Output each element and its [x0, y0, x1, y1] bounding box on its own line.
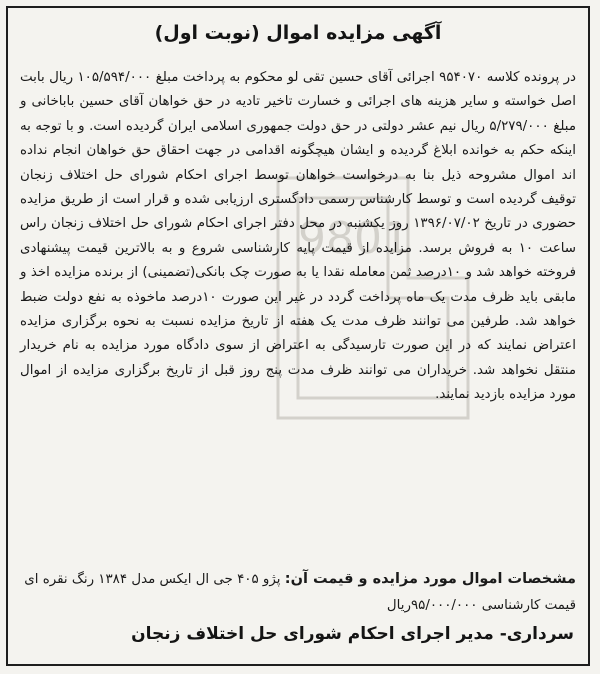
- notice-signature: سرداری- مدیر اجرای احکام شورای حل اختلاف زنجان: [131, 624, 574, 644]
- svg-text:9801: 9801: [298, 213, 410, 264]
- spec-heading: مشخصات اموال مورد مزایده و قیمت آن:: [284, 571, 576, 587]
- property-specification: [20, 566, 576, 619]
- notice-body: در پرونده کلاسه ۹۵۴۰۷۰ اجرائی آقای حسین تقی لو محکوم به پرداخت مبلغ ۱۰۵/۵۹۴/۰۰۰ ریال بابت اصل خواسته و سایر هزینه های اجرائی و خسارت تاخیر تادیه در حق خواهان آقای حسین باباخانی و مبلغ ۵/۲۷۹/۰۰۰ ریال نیم عشر دولتی در حق دولت جمهوری اسلامی ایران گردیده است. و با توجه به اینکه حکم به خوانده ابلاغ گردیده و ایشان هیچگونه اقدامی در جهت احقاق حق خواهان انجام نداده اند اموال مشروحه ذیل بنا به درخواست خواهان توسط اجرای احکام شورای حل اختلاف زنجان توقیف گردیده است و توسط کارشناس رسمی دادگستری ارزیابی شده و قرار است از طریق مزایده حضوری در تاریخ ۱۳۹۶/۰۷/۰۲ روز یکشنبه در محل دفتر اجرای احکام شورای حل اختلاف زنجان راس ساعت ۱۰ به فروش برسد. مزایده از قیمت پایه کارشناسی شروع و به بالاترین قیمت پیشنهادی فروخته خواهد شد و ۱۰درصد ثمن معامله نقدا یا به صورت چک بانکی(تضمینی) از برنده مزایده اخذ و مابقی باید ظرف مدت یک ماه پرداخت گردد در غیر این صورت ۱۰درصد ماخوذه به نفع دولت ضبط خواهد شد. طرفین می توانند ظرف مدت یک هفته از تاریخ مزایده نسبت به نحوه برگزاری مزایده اعتراض نمایند که در این صورت تارسیدگی به اعتراض از سوی دادگاه مورد مزایده به نام خریدار منتقل نخواهد شد. خریداران می توانند ظرف مدت پنج روز قبل از تاریخ برگزاری مزایده از اموال مورد مزایده بازدید نمایند.: [20, 70, 577, 403]
- notice-title: آگهی مزایده اموال (نوبت اول): [154, 22, 442, 44]
- spec-text: پژو ۴۰۵ جی ال ایکس مدل ۱۳۸۴ رنگ نقره ای قیمت کارشناسی ۹۵/۰۰۰/۰۰۰ریال: [24, 572, 576, 613]
- notice-frame: [6, 6, 590, 666]
